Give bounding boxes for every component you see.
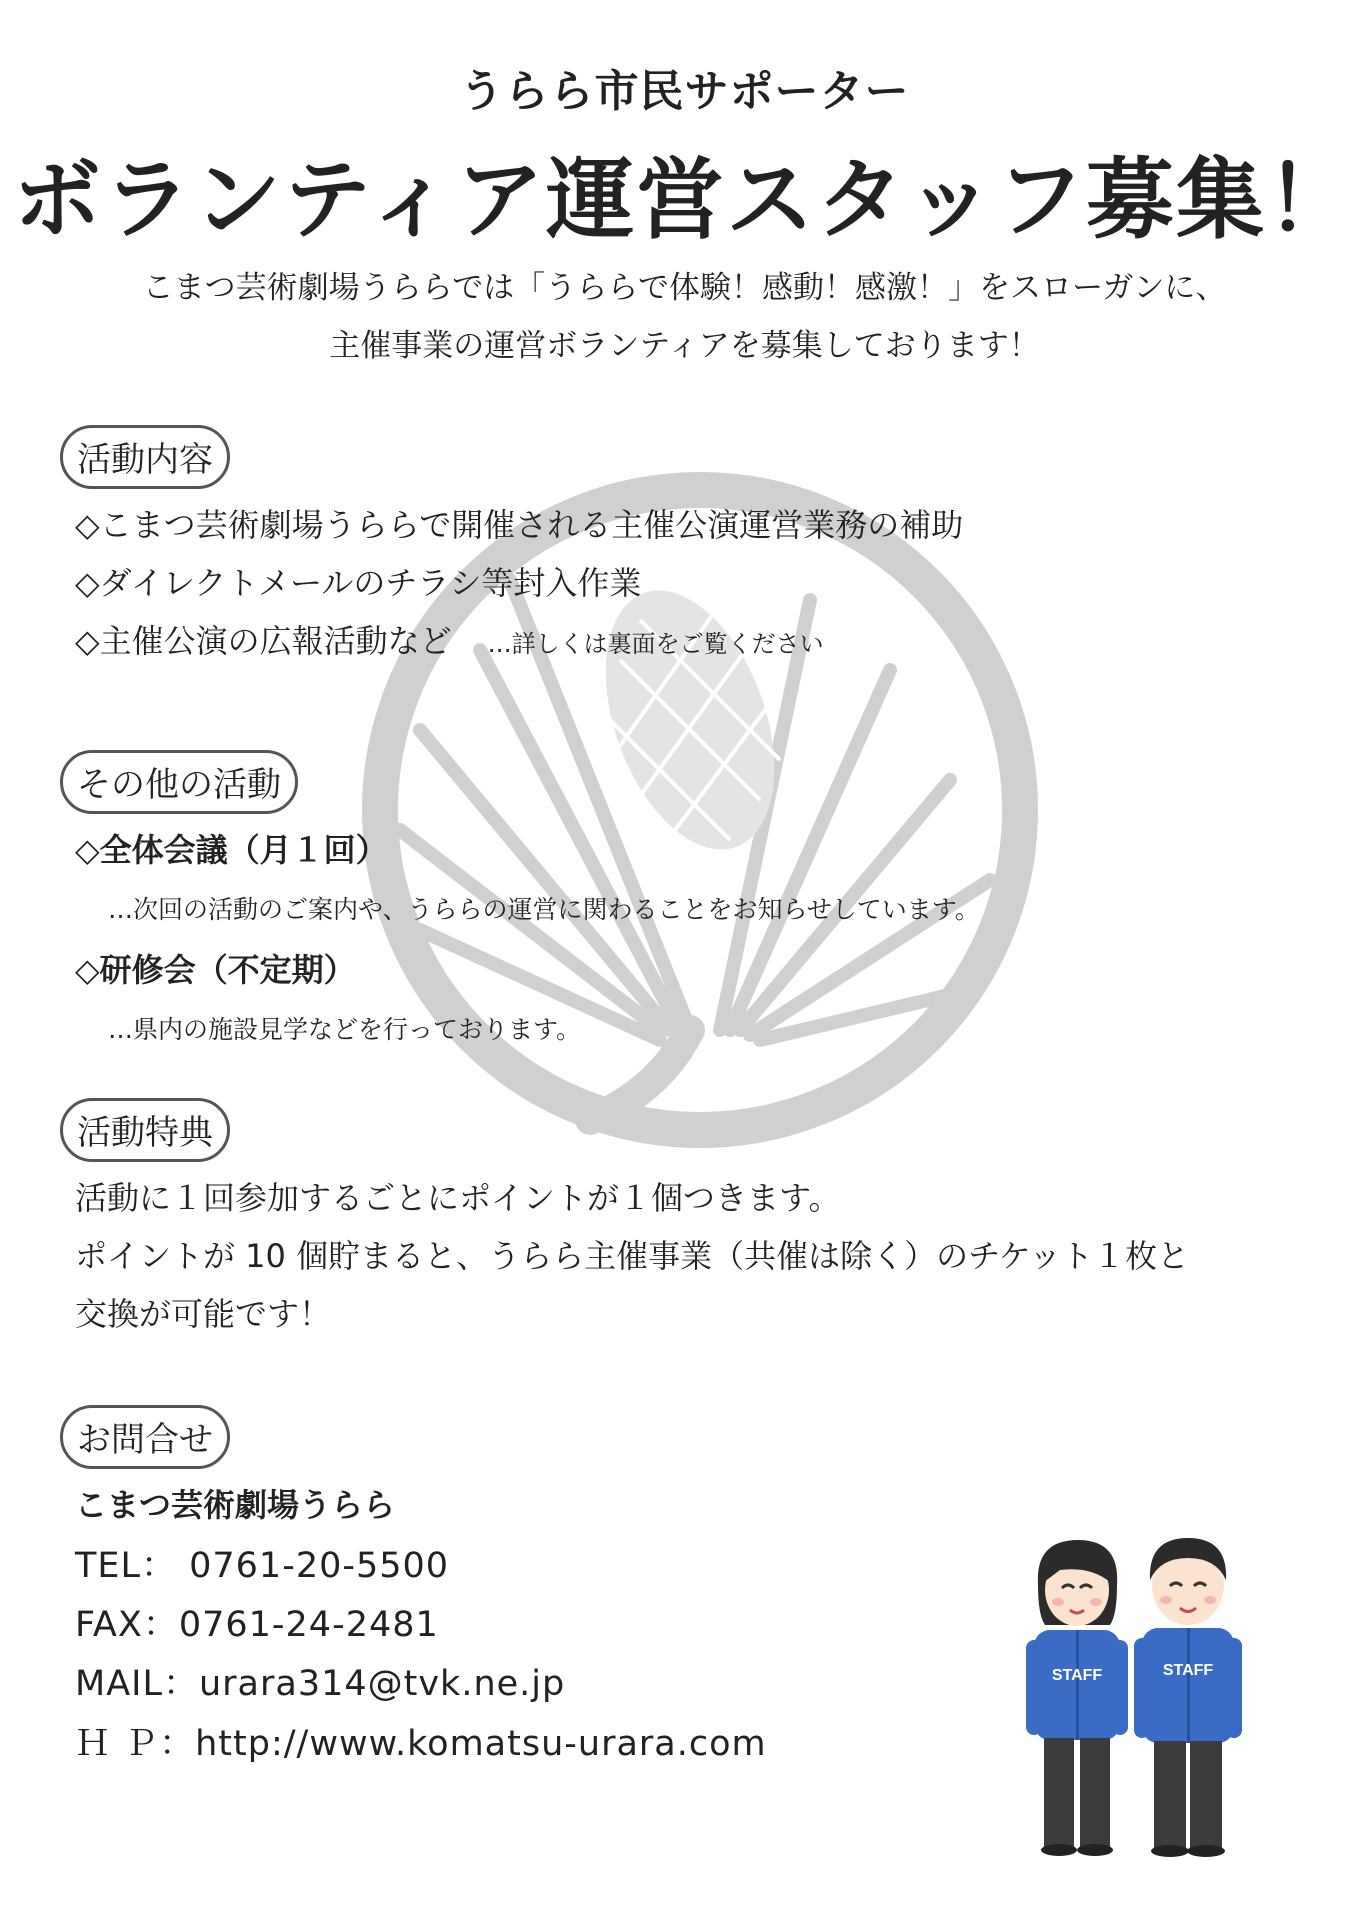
other-item-meeting: ◇全体会議（月１回） — [75, 831, 388, 869]
contact-hp: Ｈ Ｐ：http://www.komatsu-urara.com — [75, 1724, 767, 1764]
activity-item-text: ◇主催公演の広報活動など — [75, 622, 452, 660]
intro-line-2: 主催事業の運営ボランティアを募集しております！ — [329, 328, 1040, 364]
other-item-training-desc: …県内の施設見学などを行っております。 — [108, 1015, 582, 1044]
female-staff-figure — [1026, 1540, 1128, 1856]
section-heading-contact: お問合せ — [60, 1405, 230, 1469]
staff-illustration — [1020, 1530, 1250, 1870]
benefit-line: 交換が可能です！ — [75, 1295, 332, 1333]
female-staff-badge-text: STAFF — [1051, 1667, 1103, 1684]
other-item-meeting-desc: …次回の活動のご案内や、うららの運営に関わることをお知らせしています。 — [108, 895, 980, 924]
other-item-training: ◇研修会（不定期） — [75, 951, 356, 989]
contact-org: こまつ芸術劇場うらら — [75, 1486, 396, 1524]
activity-item: ◇こまつ芸術劇場うららで開催される主催公演運営業務の補助 — [75, 506, 964, 544]
section-heading-benefits: 活動特典 — [60, 1098, 230, 1162]
male-staff-badge-text: STAFF — [1162, 1662, 1214, 1679]
page-title: ボランティア運営スタッフ募集！ — [13, 148, 1356, 251]
contact-tel: TEL： 0761-20-5500 — [75, 1546, 450, 1586]
male-staff-figure — [1134, 1538, 1242, 1857]
section-heading-activities: 活動内容 — [60, 425, 230, 489]
activity-item: ◇ダイレクトメールのチラシ等封入作業 — [75, 564, 642, 602]
intro-line-1: こまつ芸術劇場うららでは「うららで体験！感動！感激！」をスローガンに、 — [142, 270, 1227, 306]
contact-mail: MAIL：urara314@tvk.ne.jp — [75, 1664, 566, 1704]
activity-note: …詳しくは裏面をご覧ください — [487, 630, 824, 658]
activity-item-last — [75, 616, 824, 662]
benefit-line: ポイントが 10 個貯まると、うらら主催事業（共催は除く）のチケット１枚と — [75, 1237, 1190, 1275]
contact-fax: FAX：0761-24-2481 — [75, 1605, 439, 1645]
benefit-line: 活動に１回参加するごとにポイントが１個つきます。 — [75, 1179, 841, 1217]
section-heading-other-activities: その他の活動 — [60, 750, 298, 814]
subtitle: うらら市民サポーター — [459, 66, 910, 117]
